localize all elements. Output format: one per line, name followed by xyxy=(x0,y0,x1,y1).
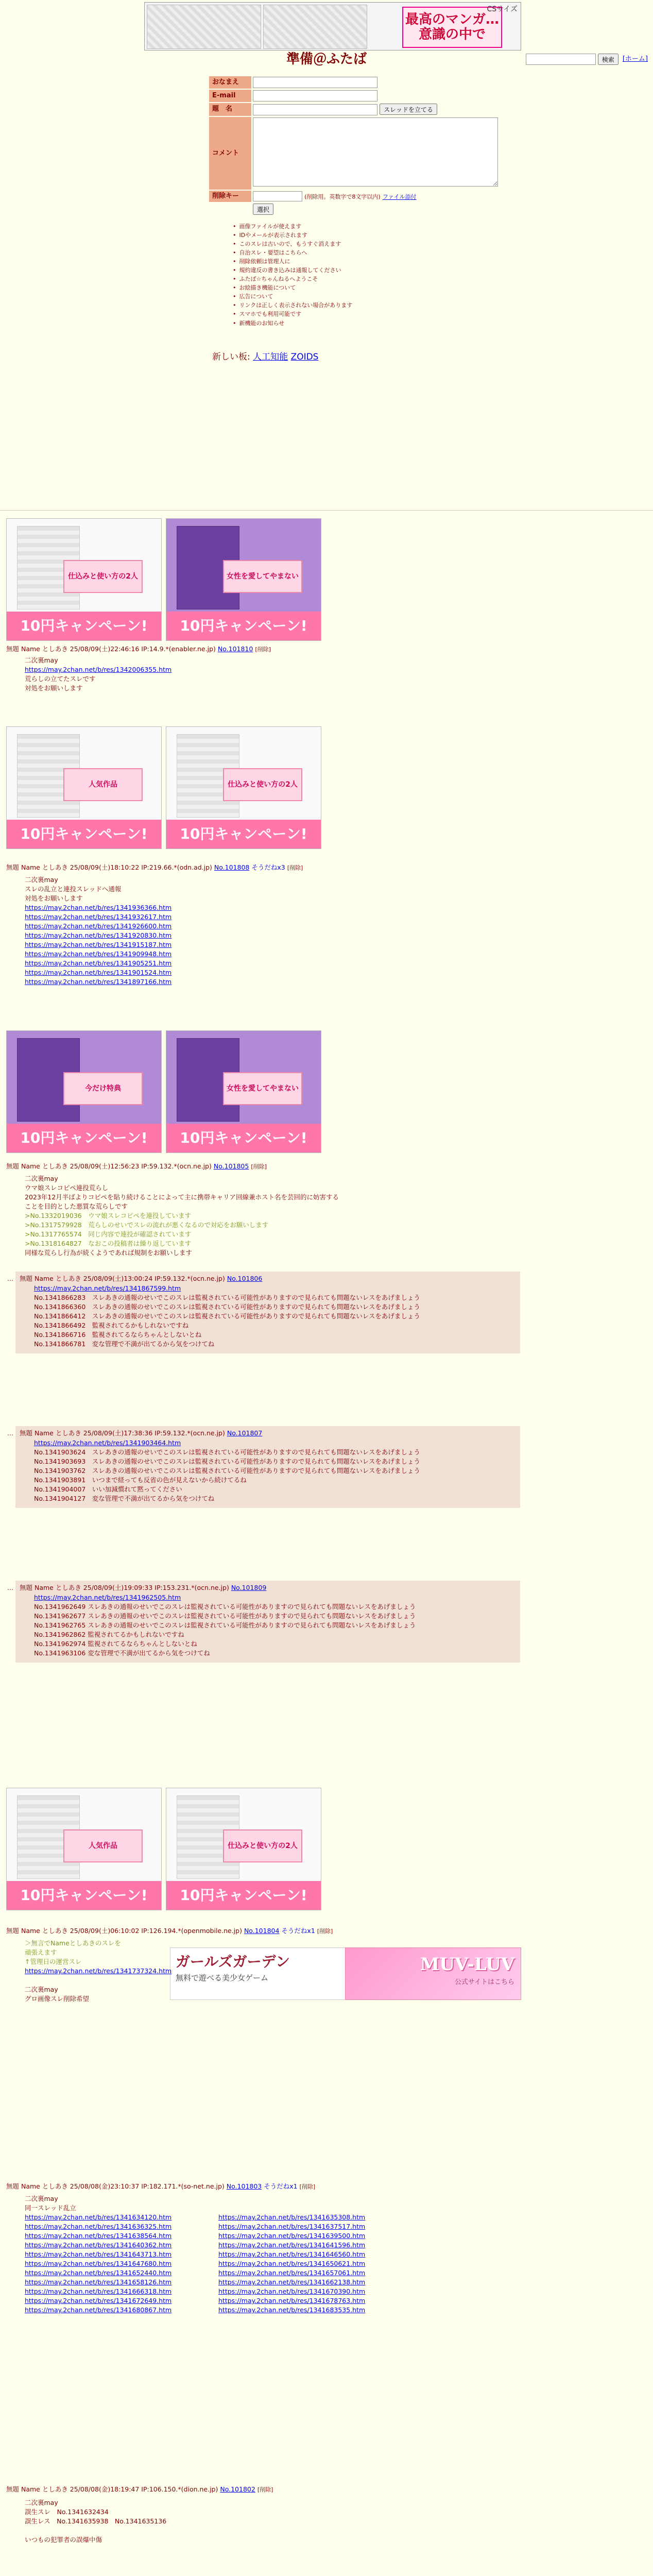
post-body xyxy=(25,656,171,693)
thumbnail-banner: 10円キャンペーン! xyxy=(7,1124,161,1153)
post-header-text: 無題 Name としあき 25/08/09(土)18:10:22 IP:219.66.*(odn.ad.jp) xyxy=(6,863,212,871)
file-attach-link[interactable]: ファイル添付 xyxy=(382,193,417,200)
post-line: 誤生レス No.1341635938 No.1341635136 xyxy=(25,2517,167,2525)
reply-mark: … xyxy=(7,1584,13,1591)
reply-line: No.1341962765 スレあきの通報のせいでこのスレは監視されている可能性がありますので見られても問題ないレスをあげましょう xyxy=(34,1621,416,1629)
divider xyxy=(0,510,653,511)
reply-line: No.1341866412 スレあきの通報のせいでこのスレは監視されている可能性がありますので見られても問題ないレスをあげましょう xyxy=(34,1312,420,1320)
search-button[interactable]: 検索 xyxy=(598,54,618,65)
thumbnail-tag: 人気作品 xyxy=(63,768,143,801)
post-number-link[interactable]: No.101808 xyxy=(214,863,250,871)
thread-link[interactable]: https://may.2chan.net/b/res/1341672649.htm xyxy=(25,2297,172,2304)
thread-link[interactable]: https://may.2chan.net/b/res/1341637517.htm xyxy=(218,2223,366,2230)
post-line: 二次裏may xyxy=(25,2195,58,2202)
post-header-text: 無題 Name としあき 25/08/09(土)12:56:23 IP:59.132.*(ocn.ne.jp) xyxy=(6,1162,212,1170)
reply-line: No.1341866283 スレあきの通報のせいでこのスレは監視されている可能性がありますので見られても問題ないレスをあげましょう xyxy=(34,1293,420,1301)
new-boards-label: 新しい板: xyxy=(212,352,250,362)
quote-line: ＞無言でNameとしあきのスレを xyxy=(25,1939,121,1947)
reply-header xyxy=(15,1426,520,1439)
post-header xyxy=(6,645,271,654)
post-thumbnail[interactable] xyxy=(6,1030,162,1153)
reply-number-link[interactable]: No.101809 xyxy=(231,1584,267,1591)
post-header xyxy=(6,2182,315,2191)
submit-button[interactable]: スレッドを立てる xyxy=(380,104,437,115)
note-item: • IDやメールが表示されます xyxy=(233,231,352,240)
reply-line: No.1341903624 スレあきの通報のせいでこのスレは監視されている可能性がありますので見られても問題ないレスをあげましょう xyxy=(34,1448,420,1456)
new-board-link[interactable]: 人工知能 xyxy=(253,352,288,362)
reply-line: No.1341903891 いつまで経っても反省の色が見えないから続けてるね xyxy=(34,1476,247,1484)
post-number-link[interactable]: No.101810 xyxy=(217,645,253,653)
post-header-text: 無題 Name としあき 25/08/08(金)18:19:47 IP:106.150.*(dion.ne.jp) xyxy=(6,2485,218,2493)
form-label-name: おなまえ xyxy=(209,76,251,89)
reply-number-link[interactable]: No.101807 xyxy=(227,1429,263,1437)
reply-post xyxy=(15,1426,520,1508)
thread-link[interactable]: https://may.2chan.net/b/res/1341640362.htm xyxy=(25,2241,172,2249)
thread-link[interactable]: https://may.2chan.net/b/res/1341903464.htm xyxy=(34,1438,181,1447)
thumbnail-banner: 10円キャンペーン! xyxy=(166,612,321,640)
reply-body xyxy=(15,1439,520,1508)
post-line: 2023年12月半ばよりコピペを貼り続けることによって主に携帯キャリア回線兼ホスト名を芸回的に妨害する xyxy=(25,1193,339,1201)
thread-link[interactable]: https://may.2chan.net/b/res/1341658126.htm xyxy=(25,2278,172,2286)
reply-line: No.1341903762 スレあきの通報のせいでこのスレは監視されている可能性がありますので見られても問題ないレスをあげましょう xyxy=(34,1466,420,1475)
link-column-left xyxy=(25,2213,171,2315)
reply-line: No.1341903693 スレあきの通報のせいでこのスレは監視されている可能性がありますので見られても問題ないレスをあげましょう xyxy=(34,1457,420,1465)
thumbnail-banner: 10円キャンペーン! xyxy=(7,1881,161,1910)
reply-line: No.1341866360 スレあきの通報のせいでこのスレは監視されている可能性がありますので見られても問題ないレスをあげましょう xyxy=(34,1302,420,1311)
thread-link[interactable]: https://may.2chan.net/b/res/1341905251.htm xyxy=(25,959,172,967)
post-line: 同様な荒らし行為が続くようであれば規制をお願いします xyxy=(25,1249,193,1257)
post-line: 同一スレッド乱立 xyxy=(25,2204,76,2212)
thumbnail-tag: 今だけ特典 xyxy=(63,1072,143,1105)
form-label-email: E-mail xyxy=(209,90,251,102)
form-label-subject: 題 名 xyxy=(209,103,251,116)
note-item: • リンクは正しく表示されない場合があります xyxy=(233,301,352,310)
post-line xyxy=(25,2527,166,2536)
reply-body xyxy=(15,1594,520,1663)
post-header xyxy=(6,2485,273,2494)
post-body xyxy=(25,1939,171,2004)
post-line: 対処をお願いします xyxy=(25,684,83,692)
thread-link[interactable]: https://may.2chan.net/b/res/1341643713.htm xyxy=(25,2250,172,2258)
thread-link[interactable]: https://may.2chan.net/b/res/1341920830.htm xyxy=(25,931,172,939)
ad-banner-left[interactable] xyxy=(170,1947,346,2000)
post-line: 誤生スレ No.1341632434 xyxy=(25,2508,109,2516)
post-thumbnail[interactable] xyxy=(166,1030,321,1153)
delete-link[interactable]: [削除] xyxy=(299,2183,316,2190)
thumbnail-banner: 10円キャンペーン! xyxy=(166,1124,321,1153)
ad-subtitle: 無料で遊べる美少女ゲーム xyxy=(176,1973,269,1982)
post-line: 対処をお願いします xyxy=(25,894,83,902)
post-thumbnail[interactable] xyxy=(166,518,321,641)
thumbnail-banner: 10円キャンペーン! xyxy=(7,820,161,849)
thread-link[interactable]: https://may.2chan.net/b/res/1341680867.htm xyxy=(25,2306,172,2314)
post-line: いつもの犯罪者の誤爆中傷 xyxy=(25,2536,102,2544)
note-item: • 自治スレ・要望はこちらへ xyxy=(233,248,352,257)
post-header xyxy=(6,1162,267,1171)
thumbnail-banner: 10円キャンペーン! xyxy=(7,612,161,640)
post-line: 二次裏may xyxy=(25,1175,58,1182)
thread-link[interactable]: https://may.2chan.net/b/res/1341662138.htm xyxy=(218,2278,366,2286)
delete-link[interactable]: [削除] xyxy=(257,2486,273,2493)
post-header xyxy=(6,863,303,872)
reply-post xyxy=(15,1581,520,1663)
post-line: 二次裏may xyxy=(25,656,58,664)
thumbnail-tag: 仕込みと使い方の2人 xyxy=(223,768,302,801)
post-number-link[interactable]: No.101802 xyxy=(220,2485,255,2493)
thread-link[interactable]: https://may.2chan.net/b/res/1341897166.htm xyxy=(25,978,172,986)
ad-banner-right[interactable] xyxy=(345,1947,521,2000)
post-body xyxy=(25,876,171,987)
post-number-link[interactable]: No.101803 xyxy=(226,2182,262,2190)
ad-title: ガールズガーデン xyxy=(176,1953,290,1970)
post-line: ことを目的とした悪質な荒らしです xyxy=(25,1202,128,1210)
banner-cs-label: CSサイズ xyxy=(487,5,518,13)
reply-line: No.1341866781 変な管理で不満が出てるから気をつけてね xyxy=(34,1340,215,1348)
thumbnail-tag: 仕込みと使い方の2人 xyxy=(63,560,143,593)
post-line xyxy=(25,1976,171,1986)
form-label-delkey: 削除キー xyxy=(209,191,251,202)
thread-link[interactable]: https://may.2chan.net/b/res/1341670390.htm xyxy=(218,2287,366,2295)
new-boards xyxy=(212,351,318,363)
thread-link[interactable]: https://may.2chan.net/b/res/1341909948.htm xyxy=(25,950,172,958)
post-line: 二次裏may xyxy=(25,876,58,884)
soudane-count[interactable]: そうだねx1 xyxy=(264,2182,298,2190)
ad-subtitle: 公式サイトはこちら xyxy=(454,1978,514,1986)
thumbnail-banner: 10円キャンペーン! xyxy=(166,820,321,849)
post-body xyxy=(25,2195,76,2213)
delkey-note: (削除用。英数字で8文字以内) xyxy=(304,193,381,200)
thumbnail-tag: 人気作品 xyxy=(63,1829,143,1862)
reply-line: No.1341962974 監視されてるならちゃんとしないとね xyxy=(34,1639,197,1648)
reply-line: No.1341962862 監視されてるかもしれないですね xyxy=(34,1630,184,1638)
reply-line: No.1341962677 スレあきの通報のせいでこのスレは監視されている可能性がありますので見られても問題ないレスをあげましょう xyxy=(34,1612,416,1620)
thumbnail-tag: 仕込みと使い方の2人 xyxy=(223,1829,302,1862)
quote-line: >No.1332019036 ウマ娘スレコピペを連投しています xyxy=(25,1212,192,1219)
thread-link[interactable]: https://may.2chan.net/b/res/1341647680.htm xyxy=(25,2260,172,2267)
thread-link[interactable]: https://may.2chan.net/b/res/1342006355.htm xyxy=(25,666,172,673)
thread-link[interactable]: https://may.2chan.net/b/res/1341737324.htm xyxy=(25,1967,172,1975)
subject-field[interactable] xyxy=(253,104,377,115)
name-field[interactable] xyxy=(253,77,377,88)
reply-line: No.1341866492 監視されてるかもしれないですね xyxy=(34,1321,189,1329)
post-thumbnail[interactable] xyxy=(166,1788,321,1910)
note-item: • スマホでも利用可能です xyxy=(233,310,352,318)
thumbnail-banner: 10円キャンペーン! xyxy=(166,1881,321,1910)
file-select-button[interactable]: 選択 xyxy=(253,204,273,215)
soudane-count[interactable]: そうだねx3 xyxy=(251,863,285,871)
post-thumbnail[interactable] xyxy=(166,726,321,849)
quote-line: >No.1318164827 なおこの投稿者は繰り返しています xyxy=(25,1240,192,1247)
thread-link[interactable]: https://may.2chan.net/b/res/1341650621.htm xyxy=(218,2260,366,2267)
banner-manga-image xyxy=(147,5,261,49)
thread-link[interactable]: https://may.2chan.net/b/res/1341932617.htm xyxy=(25,913,172,921)
thread-link[interactable]: https://may.2chan.net/b/res/1341936366.htm xyxy=(25,904,172,911)
thread-link[interactable]: https://may.2chan.net/b/res/1341636325.htm xyxy=(25,2223,172,2230)
delete-link[interactable]: [削除] xyxy=(287,865,303,871)
email-field[interactable] xyxy=(253,90,377,101)
post-header xyxy=(6,1927,333,1936)
note-item: • 規約違反の書き込みは通報してください xyxy=(233,266,352,275)
banner-manga-image-2 xyxy=(263,5,367,49)
reply-number-link[interactable]: No.101806 xyxy=(227,1275,263,1282)
post-number-link[interactable]: No.101804 xyxy=(244,1927,280,1935)
page-title: 準備＠ふたば xyxy=(286,52,367,67)
notes-list xyxy=(212,222,352,328)
thread-link[interactable]: https://may.2chan.net/b/res/1341666318.htm xyxy=(25,2287,172,2295)
post-line: 荒らしの立てたスレです xyxy=(25,675,96,683)
reply-post xyxy=(15,1272,520,1353)
post-header-text: 無題 Name としあき 25/08/09(土)22:46:16 IP:14.9.*(enabler.ne.jp) xyxy=(6,645,216,653)
reply-line: No.1341904007 いい加減慣れて黙ってください xyxy=(34,1485,182,1493)
reply-header-text: 無題 Name としあき 25/08/09(土)13:00:24 IP:59.132.*(ocn.ne.jp) xyxy=(20,1275,225,1282)
reply-header xyxy=(15,1272,520,1284)
thread-link[interactable]: https://may.2chan.net/b/res/1341915187.htm xyxy=(25,941,172,948)
quote-line: >No.1317579928 荒らしのせいでスレの流れが悪くなるので対応をお願いします xyxy=(25,1221,269,1229)
thread-link[interactable]: https://may.2chan.net/b/res/1341652440.htm xyxy=(25,2269,172,2277)
reply-line: No.1341866716 監視されてるならちゃんとしないとね xyxy=(34,1330,202,1338)
post-number-link[interactable]: No.101805 xyxy=(213,1162,249,1170)
reply-mark: … xyxy=(7,1275,13,1282)
thread-link[interactable]: https://may.2chan.net/b/res/1341641596.htm xyxy=(218,2241,366,2249)
thread-link[interactable]: https://may.2chan.net/b/res/1341635308.htm xyxy=(218,2213,366,2221)
delete-key-field[interactable] xyxy=(253,191,302,201)
thread-link[interactable]: https://may.2chan.net/b/res/1341638564.htm xyxy=(25,2232,172,2240)
post-thumbnail[interactable] xyxy=(6,518,162,641)
note-item: • お絵描き機能について xyxy=(233,283,352,292)
quote-line: 頑張えます xyxy=(25,1948,57,1956)
form-label-comment: コメント xyxy=(209,117,251,190)
thumbnail-tag: 女性を愛してやまない xyxy=(223,1072,302,1105)
note-item: • ふたば☆ちゃんねるへようこそ xyxy=(233,275,352,283)
reply-header-text: 無題 Name としあき 25/08/09(土)19:09:33 IP:153.231.*(ocn.ne.jp) xyxy=(20,1584,229,1591)
delete-link[interactable]: [削除] xyxy=(255,646,271,653)
post-line: 二次裏may xyxy=(25,1986,58,1993)
reply-header-text: 無題 Name としあき 25/08/09(土)17:38:36 IP:59.132.*(ocn.ne.jp) xyxy=(20,1429,225,1437)
thread-link[interactable]: https://may.2chan.net/b/res/1341634120.htm xyxy=(25,2213,172,2221)
note-item: • 削除依頼は管理人に xyxy=(233,257,352,266)
reply-header xyxy=(15,1581,520,1594)
soudane-count[interactable]: そうだねx1 xyxy=(281,1927,315,1935)
post-header-text: 無題 Name としあき 25/08/09(土)06:10:02 IP:126.194.*(openmobile.ne.jp) xyxy=(6,1927,242,1935)
post-body xyxy=(25,2499,166,2545)
link-column-right xyxy=(218,2213,365,2315)
ad-title: MUV-LUV xyxy=(420,1954,514,1975)
note-item: • このスレは古いので、もうすぐ消えます xyxy=(233,240,352,248)
thread-link[interactable]: https://may.2chan.net/b/res/1341926600.htm xyxy=(25,922,172,930)
home-link[interactable]: [ホーム] xyxy=(622,55,648,63)
quote-line: >No.1317765574 同じ内容で連投が確認されています xyxy=(25,1230,192,1238)
reply-line: No.1341963106 変な管理で不満が出てるから気をつけてね xyxy=(34,1649,210,1657)
post-thumbnail[interactable] xyxy=(6,1788,162,1910)
reply-body xyxy=(15,1284,520,1353)
reply-mark: … xyxy=(7,1430,13,1437)
post-line: ウマ娘スレコピペ連投荒らし xyxy=(25,1184,109,1192)
post-form xyxy=(208,75,500,216)
advertisement[interactable] xyxy=(170,1947,520,1999)
post-header-text: 無題 Name としあき 25/08/08(金)23:10:37 IP:182.171.*(so-net.ne.jp) xyxy=(6,2182,225,2190)
thread-link[interactable]: https://may.2chan.net/b/res/1341646560.htm xyxy=(218,2250,366,2258)
comment-field[interactable] xyxy=(253,117,498,187)
reply-line: No.1341962649 スレあきの通報のせいでこのスレは監視されている可能性がありますので見られても問題ないレスをあげましょう xyxy=(34,1602,416,1611)
new-board-link[interactable]: ZOIDS xyxy=(290,352,319,362)
thread-link[interactable]: https://may.2chan.net/b/res/1341962505.htm xyxy=(34,1593,181,1601)
thread-link[interactable]: https://may.2chan.net/b/res/1341901524.htm xyxy=(25,969,172,976)
thumbnail-tag: 女性を愛してやまない xyxy=(223,560,302,593)
thread-link[interactable]: https://may.2chan.net/b/res/1341683535.htm xyxy=(218,2306,366,2314)
thread-link[interactable]: https://may.2chan.net/b/res/1341657061.htm xyxy=(218,2269,366,2277)
note-item: • 広告について xyxy=(233,292,352,301)
post-line: 二次裏may xyxy=(25,2499,58,2506)
note-item: • 画像ファイルが使えます xyxy=(233,222,352,231)
thread-link[interactable]: https://may.2chan.net/b/res/1341867599.htm xyxy=(34,1284,181,1292)
note-item: • 新機能のお知らせ xyxy=(233,319,352,328)
post-body xyxy=(25,1175,339,1258)
delete-link[interactable]: [削除] xyxy=(317,1928,333,1935)
delete-link[interactable]: [削除] xyxy=(251,1163,267,1170)
post-line: グロ画像スレ削除希望 xyxy=(25,1995,90,2003)
top-banner[interactable] xyxy=(144,2,521,50)
reply-line: No.1341904127 変な管理で不満が出てるから気をつけてね xyxy=(34,1494,215,1502)
post-line: スレの乱立と連投スレッドへ通報 xyxy=(25,885,122,893)
quote-line: ↑管理日の運営スレ xyxy=(25,1958,82,1965)
thread-link[interactable]: https://may.2chan.net/b/res/1341678763.htm xyxy=(218,2297,366,2304)
thread-link[interactable]: https://may.2chan.net/b/res/1341639500.htm xyxy=(218,2232,366,2240)
banner-title: 最高のマンガ…意識の中で xyxy=(402,7,502,48)
post-thumbnail[interactable] xyxy=(6,726,162,849)
